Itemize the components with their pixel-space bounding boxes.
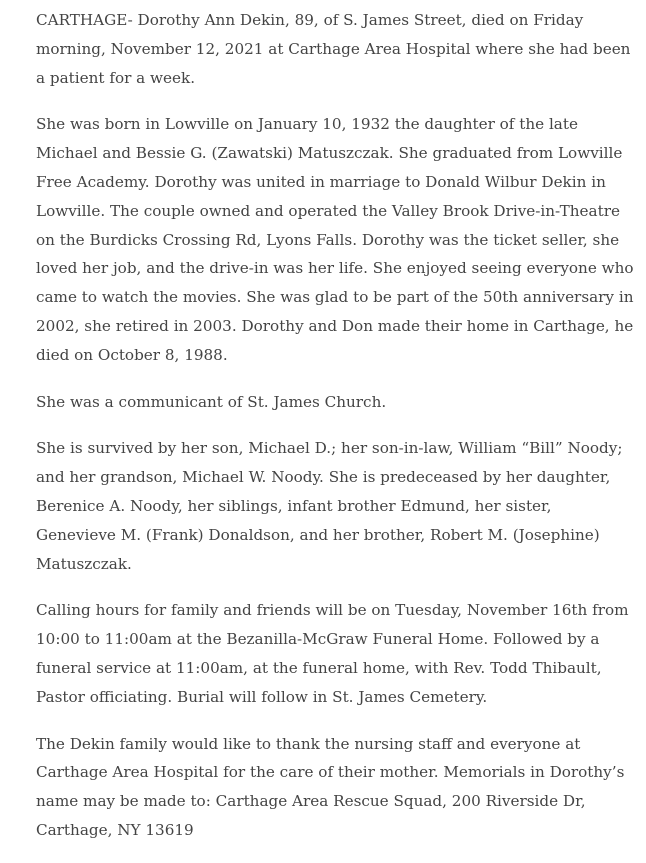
paragraph-biography: She was born in Lowville on January 10, 1932 the daughter of the late Michael and Bessie G. (Zawatski) Matuszczak. She graduated from Lowville Free Academy. Dorothy was united in marriage to Donald Wilbur Dekin in Lowville. The couple owned and operated the Valley Brook Drive-in-Theatre on the Burdicks Crossing Rd, Lyons Falls. Dorothy was the ticket seller, she loved her job, and the drive-in was her life. She enjoyed seeing everyone who came to watch the movies. She was glad to be part of the 50th anniversary in 2002, she retired in 2003. Dorothy and Don made their home in Carthage, he died on October 8, 1988. (36, 115, 634, 364)
paragraph-services: Calling hours for family and friends will be on Tuesday, November 16th from 10:00 to 11:00am at the Bezanilla-McGraw Funeral Home. Followed by a funeral service at 11:00am, at the funeral home, with Rev. Todd Thibault, Pastor officiating. Burial will follow in St. James Cemetery. (36, 601, 629, 706)
paragraph-church: She was a communicant of St. James Church. (36, 392, 387, 411)
obituary-article (36, 6, 636, 863)
paragraph-memorials: The Dekin family would like to thank the nursing staff and everyone at Carthage Area Hospital for the care of their mother. Memorials in Dorothy’s name may be made to: Carthage Area Rescue Squad, 200 Riverside Dr, Carthage, NY 13619 (36, 734, 625, 839)
paragraph-survivors: She is survived by her son, Michael D.; her son-in-law, William “Bill” Noody; and her grandson, Michael W. Noody. She is predeceased by her daughter, Berenice A. Noody, her siblings, infant brother Edmund, her sister, Genevieve M. (Frank) Donaldson, and her brother, Robert M. (Josephine) Matuszczak. (36, 439, 623, 573)
paragraph-death-notice: CARTHAGE- Dorothy Ann Dekin, 89, of S. James Street, died on Friday morning, November 12, 2021 at Carthage Area Hospital where she had been a patient for a week. (36, 11, 631, 87)
